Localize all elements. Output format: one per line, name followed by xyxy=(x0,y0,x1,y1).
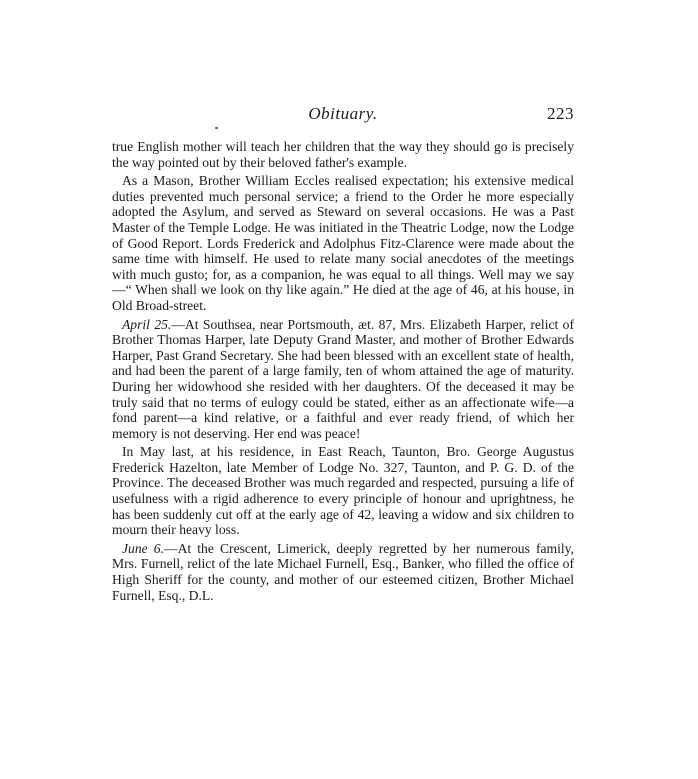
paragraph-continuation xyxy=(112,139,574,170)
paragraph-furnell xyxy=(112,541,574,603)
paragraph-text: —At the Crescent, Limerick, deeply regretted by her numerous family, Mrs. Furnell, relict of the late Michael Furnell, Esq., Banker, who filled the office of High Sheriff for the county, and mother of our esteemed citizen, Brother Michael Furnell, Esq., D.L. xyxy=(112,540,574,603)
paragraph-text: As a Mason, Brother William Eccles realised expectation; his extensive medical duties prevented much personal service; a friend to the Order he more especially adopted the Asylum, and served as Steward on several occasions. He was a Past Master of the Temple Lodge. He was initiated in the Theatric Lodge, now the Lodge of Good Report. Lords Frederick and Adolphus Fitz-Clarence were made about the same time with himself. He used to relate many social anecdotes of the meetings with much gusto; for, as a companion, he was equal to all things. Well may we say—“ When shall we look on thy like again.” He died at the age of 46, at his house, in Old Broad-street. xyxy=(112,173,574,313)
paragraph-eccles xyxy=(112,173,574,313)
paragraph-harper xyxy=(112,317,574,442)
paragraph-text: In May last, at his residence, in East Reach, Taunton, Bro. George Augustus Frederick Hazelton, late Member of Lodge No. 327, Taunton, and P. G. D. of the Province. The deceased Brother was much regarded and respected, pursuing a life of usefulness with a rigid adherence to every principle of honour and uprightness, he has been suddenly cut off at the early age of 42, leaving a widow and six children to mourn their heavy loss. xyxy=(112,444,574,538)
entry-date: June 6. xyxy=(122,540,164,556)
paragraph-text: true English mother will teach her children that the way they should go is precisely the way pointed out by their beloved father's example. xyxy=(112,139,574,170)
obituary-text xyxy=(112,139,574,606)
page-number: 223 xyxy=(547,104,574,123)
print-speck xyxy=(215,127,218,129)
running-head xyxy=(112,104,574,128)
entry-date: April 25. xyxy=(122,316,172,332)
paragraph-hazelton xyxy=(112,444,574,538)
running-title: Obituary. xyxy=(308,104,378,123)
paragraph-text: —At Southsea, near Portsmouth, æt. 87, Mrs. Elizabeth Harper, relict of Brother Thomas Harper, late Deputy Grand Master, and mother of Brother Edwards Harper, Past Grand Secretary. She had been blessed with an excellent state of health, and had been the parent of a large family, ten of whom attained the age of maturity. During her widowhood she resided with her daughters. Of the deceased it may be truly said that no terms of eulogy could be stated, either as an affectionate wife—a fond parent—a kind relative, or a faithful and ever ready friend, of which her memory is not deserving. Her end was peace! xyxy=(112,316,574,441)
